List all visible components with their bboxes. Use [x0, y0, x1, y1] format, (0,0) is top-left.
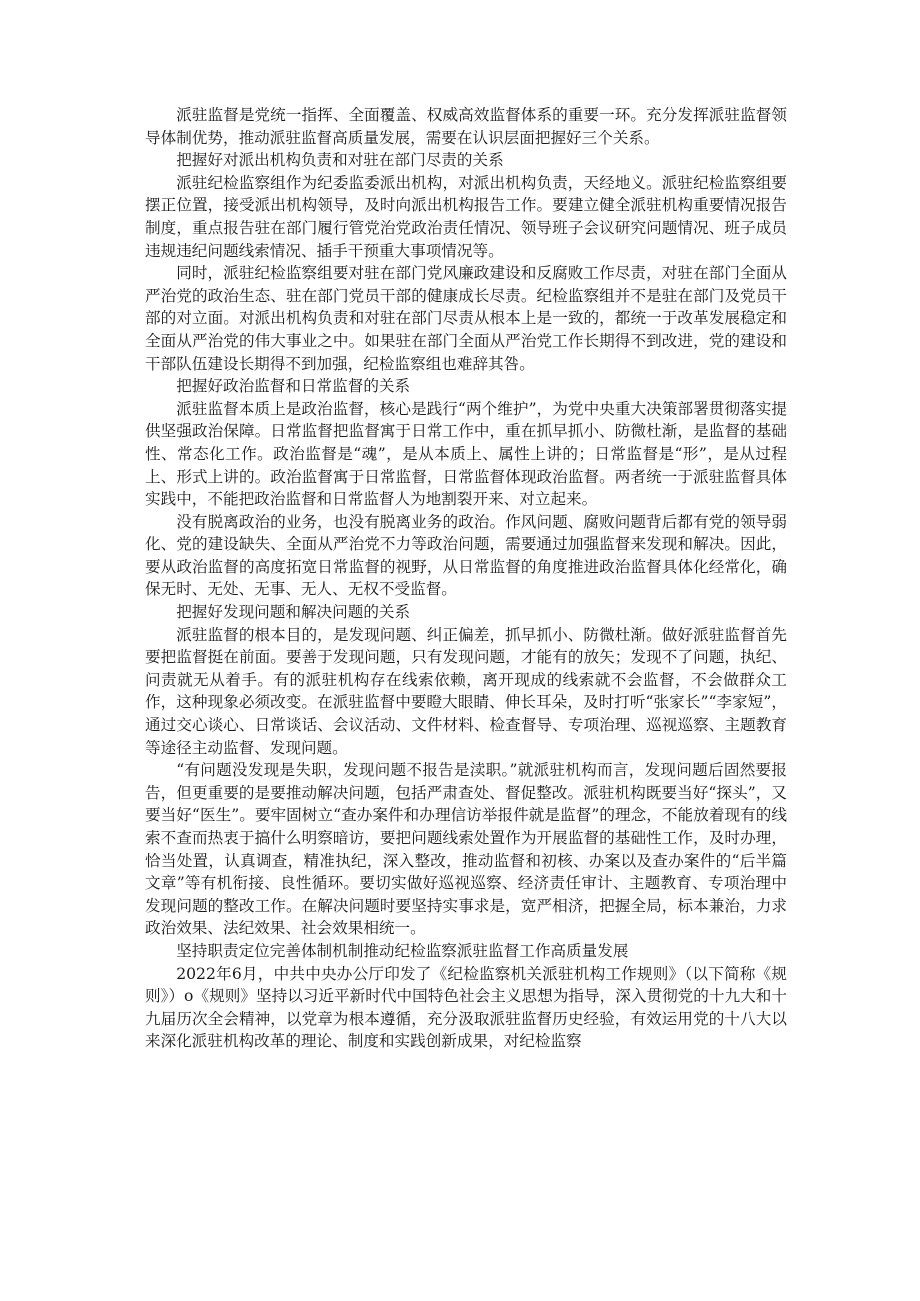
section-heading-1: 把握好对派出机构负责和对驻在部门尽责的关系 [176, 151, 504, 170]
paragraph: 没有脱离政治的业务，也没有脱离业务的政治。作风问题、腐败问题背后都有党的领导弱化、党的建设缺失、全面从严治党不力等政治问题，需要通过加强监督来发现和解决。因此，要从政治监督的高度拓宽日常监督的视野，从日常监督的角度推进政治监督具体化经常化，确保无时、无处、无事、无人、无权不受监督。 [145, 512, 787, 599]
section-heading-4: 坚持职责定位完善体制机制推动纪检监察派驻监督工作高质量发展 [176, 941, 629, 960]
section-heading-2: 把握好政治监督和日常监督的关系 [176, 377, 411, 396]
paragraph: 2022年6月，中共中央办公厅印发了《纪检监察机关派驻机构工作规则》（以下简称《规则》）o《规则》坚持以习近平新时代中国特色社会主义思想为指导，深入贯彻党的十九大和十九届历次全会精神，以党章为根本遵循，充分汲取派驻监督历史经验，有效运用党的十八大以来深化派驻机构改革的理论、制度和实践创新成果，对纪检监察 [145, 964, 787, 1051]
paragraph: 同时，派驻纪检监察组要对驻在部门党风廉政建设和反腐败工作尽责，对驻在部门全面从严治党的政治生态、驻在部门党员干部的健康成长尽责。纪检监察组并不是驻在部门及党员干部的对立面。对派出机构负责和对驻在部门尽责从根本上是一致的，都统一于改革发展稳定和全面从严治党的伟大事业之中。如果驻在部门全面从严治党工作长期得不到改进，党的建设和干部队伍建设长期得不到加强，纪检监察组也难辞其咎。 [145, 264, 787, 373]
paragraph: 派驻监督本质上是政治监督，核心是践行“两个维护”，为党中央重大决策部署贯彻落实提供坚强政治保障。日常监督把监督寓于日常工作中，重在抓早抓小、防微杜渐，是监督的基础性、常态化工作。政治监督是“魂”，是从本质上、属性上讲的；日常监督是“形”，是从过程上、形式上讲的。政治监督寓于日常监督，日常监督体现政治监督。两者统一于派驻监督具体实践中，不能把政治监督和日常监督人为地割裂开来、对立起来。 [145, 399, 787, 509]
document-body [145, 104, 787, 1053]
paragraph-intro: 派驻监督是党统一指挥、全面覆盖、权威高效监督体系的重要一环。充分发挥派驻监督领导体制优势，推动派驻监督高质量发展，需要在认识层面把握好三个关系。 [145, 106, 787, 147]
paragraph: 派驻纪检监察组作为纪委监委派出机构，对派出机构负责，天经地义。派驻纪检监察组要摆正位置，接受派出机构领导，及时向派出机构报告工作。要建立健全派驻机构重要情况报告制度，重点报告驻在部门履行管党治党政治责任情况、领导班子会议研究问题情况、班子成员违规违纪问题线索情况、插手干预重大事项情况等。 [145, 173, 787, 260]
section-heading-3: 把握好发现问题和解决问题的关系 [176, 603, 411, 622]
paragraph: 派驻监督的根本目的，是发现问题、纠正偏差，抓早抓小、防微杜渐。做好派驻监督首先要把监督挺在前面。要善于发现问题，只有发现问题，才能有的放矢；发现不了问题，执纪、问责就无从着手。有的派驻机构存在线索依赖，离开现成的线索就不会监督，不会做群众工作，这种现象必须改变。在派驻监督中要瞪大眼睛、伸长耳朵，及时打听“张家长”“李家短”，通过交心谈心、日常谈话、会议活动、文件材料、检查督导、专项治理、巡视巡察、主题教育等途径主动监督、发现问题。 [145, 625, 787, 757]
paragraph: “有问题没发现是失职，发现问题不报告是渎职。”就派驻机构而言，发现问题后固然要报告，但更重要的是要推动解决问题，包括严肃查处、督促整改。派驻机构既要当好“探头”，又要当好“医生”。要牢固树立“查办案件和办理信访举报件就是监督”的理念，不能放着现有的线索不查而热衷于搞什么明察暗访，要把问题线索处置作为开展监督的基础性工作，及时办理，恰当处置，认真调查，精准执纪，深入整改，推动监督和初核、办案以及查办案件的“后半篇文章”等有机衔接、良性循环。要切实做好巡视巡察、经济责任审计、主题教育、专项治理中发现问题的整改工作。在解决问题时要坚持实事求是，宽严相济，把握全局，标本兼治，力求政治效果、法纪效果、社会效果相统一。 [145, 761, 787, 938]
